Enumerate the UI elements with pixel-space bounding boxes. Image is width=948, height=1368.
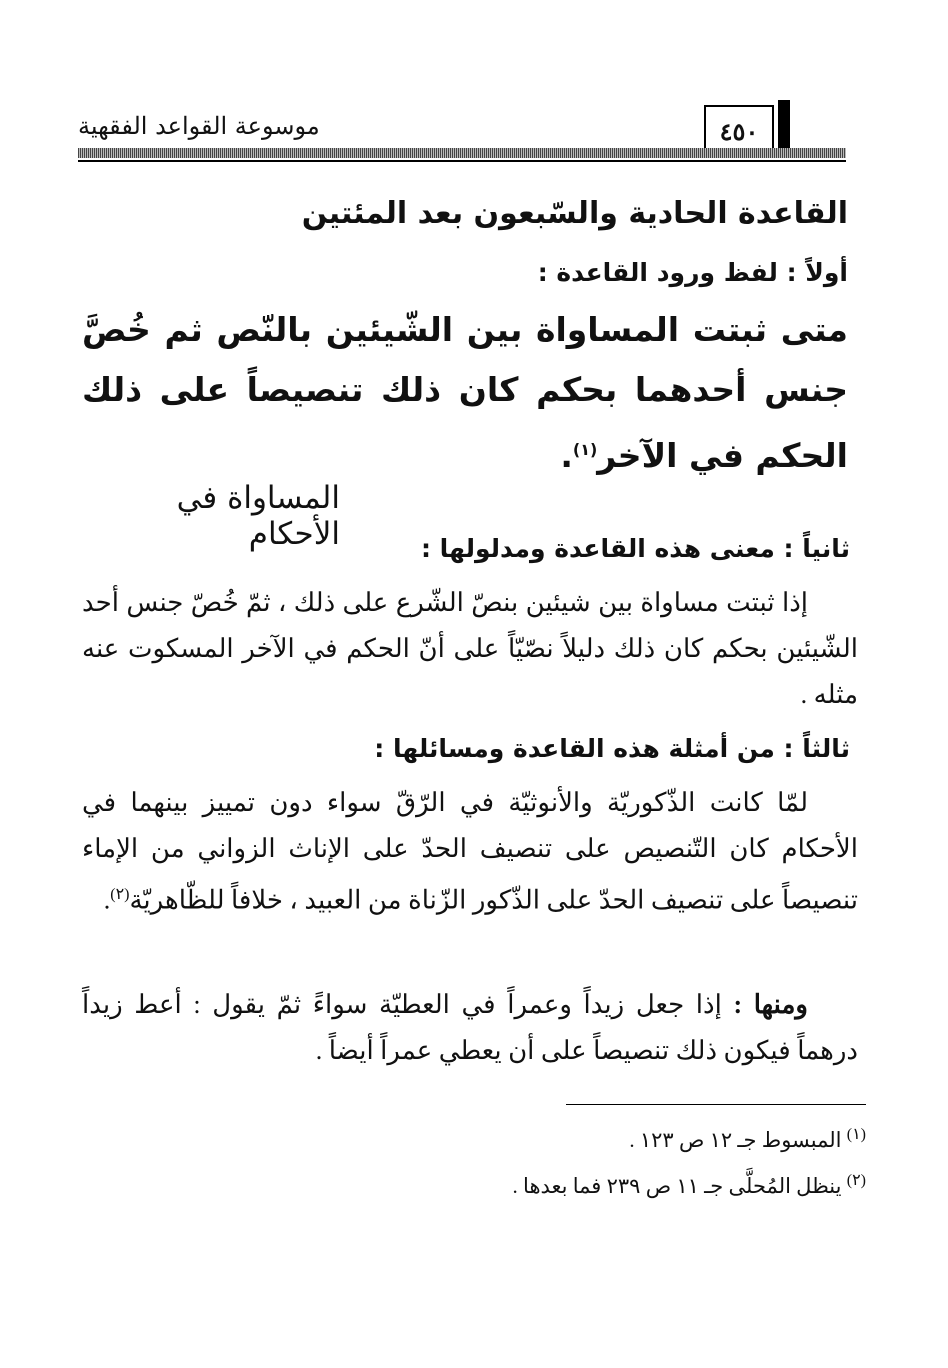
section3-paragraph-1-end: . xyxy=(103,885,111,915)
footnote-2 xyxy=(300,1170,866,1199)
footnote-ref-2: (٢) xyxy=(110,886,130,903)
section3-paragraph-2-lead: ومنها : xyxy=(733,990,808,1019)
header-band xyxy=(78,148,846,158)
footnote-separator xyxy=(566,1104,866,1105)
section3-paragraph-2 xyxy=(82,982,858,1074)
rule-title: القاعدة الحادية والسّبعون بعد المئتين xyxy=(301,196,848,231)
rule-statement-text: متى ثبتت المساواة بين الشّيئين بالنّص ثم خُصَّ جنس أحدهما بحكم كان ذلك تنصيصاً على ذلك الحكم في الآخر xyxy=(82,310,848,475)
footnote-1 xyxy=(300,1124,866,1153)
section3-paragraph-1 xyxy=(82,780,858,924)
book-title: موسوعة القواعد الفقهية xyxy=(78,112,320,140)
sub-label: المساواة في الأحكام xyxy=(176,480,340,552)
section3-heading: ثالثاً : من أمثلة هذه القاعدة ومسائلها : xyxy=(374,734,850,763)
footnote-2-text: ينظل المُحلَّى جـ ١١ ص ٢٣٩ فما بعدها . xyxy=(512,1174,842,1198)
footnote-2-marker: (٢) xyxy=(846,1172,866,1189)
section3-paragraph-2-text: إذا جعل زيداً وعمراً في العطيّة سواءً ثمّ يقول : أعط زيداً درهماً فيكون ذلك تنصيصاً على أن يعطي عمراً أيضاً . xyxy=(82,990,858,1065)
section1-heading: أولاً : لفظ ورود القاعدة : xyxy=(537,258,848,287)
rule-statement xyxy=(82,300,848,486)
section2-text: إذا ثبتت مساواة بين شيئين بنصّ الشّرع على ذلك ، ثمّ خُصّ جنس أحد الشّيئين بحكم كان ذلك دليلاً نصّيّاً على أنّ الحكم في الآخر المسكوت عنه مثله . xyxy=(82,588,858,709)
section3-paragraph-1-text: لمّا كانت الذّكوريّة والأنوثيّة في الرّقّ سواء دون تمييز بينهما في الأحكام كان التّنصيص على تنصيف الحدّ على الإناث الزواني من الإماء تنصيصاً على تنصيف الحدّ على الذّكور الزّناة من العبيد ، خلافاً للظّاهريّة xyxy=(82,788,858,915)
footnote-ref-1: (١) xyxy=(572,440,598,459)
section2-heading: ثانياً : معنى هذه القاعدة ومدلولها : xyxy=(420,534,850,563)
rule-statement-end: . xyxy=(560,436,573,475)
page-number: ٤٥٠ xyxy=(704,105,774,157)
footnote-1-marker: (١) xyxy=(846,1126,866,1143)
footnote-1-text: المبسوط جـ ١٢ ص ١٢٣ . xyxy=(629,1128,842,1152)
header-line xyxy=(78,160,846,162)
